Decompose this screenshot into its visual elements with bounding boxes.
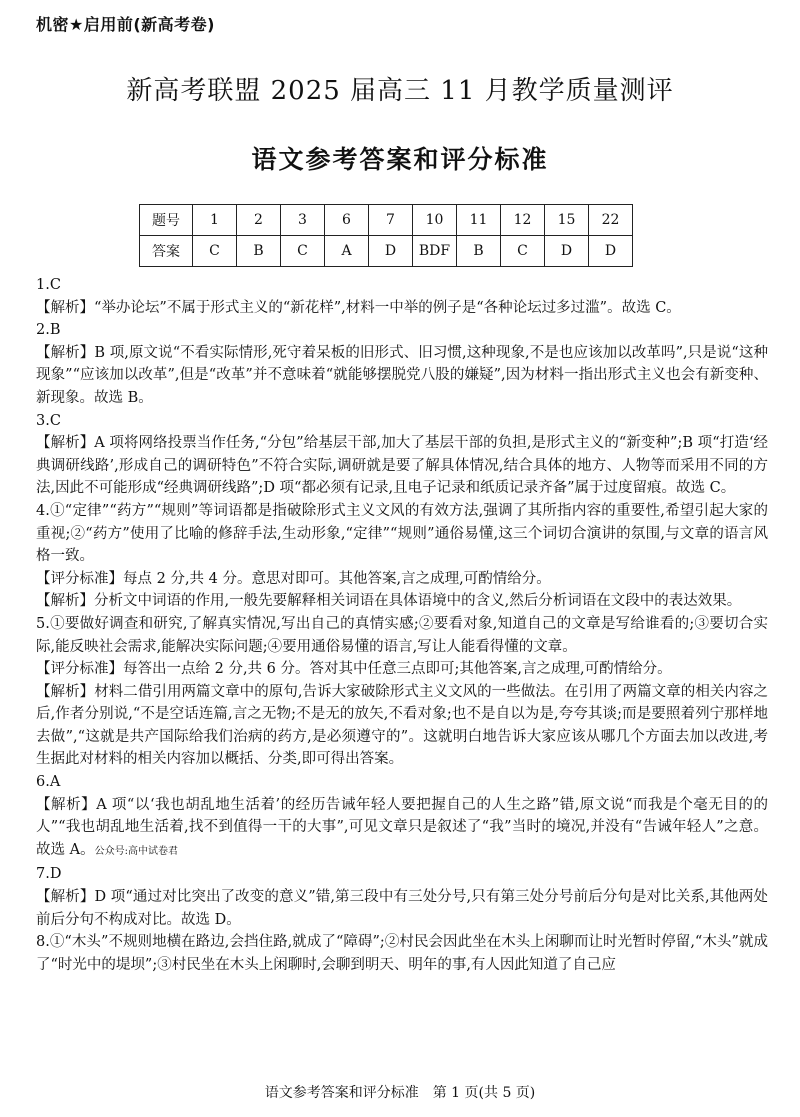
question-number-cell: 12 xyxy=(501,205,545,236)
question-number-cell: 7 xyxy=(369,205,413,236)
q1-answer: 1.C xyxy=(36,277,61,293)
q5-analysis xyxy=(36,681,768,771)
analysis-tag: 【解析】 xyxy=(36,299,94,316)
answer-cell: C xyxy=(281,236,325,267)
question-number-cell: 2 xyxy=(237,205,281,236)
q1-analysis xyxy=(36,297,768,320)
answer-cell: A xyxy=(325,236,369,267)
answer-cell: D xyxy=(545,236,589,267)
scoring-tag: 【评分标准】 xyxy=(36,570,123,587)
document-subtitle: 语文参考答案和评分标准 xyxy=(251,145,549,174)
answer-header: 答案 xyxy=(140,236,193,267)
scoring-tag: 【评分标准】 xyxy=(36,661,123,678)
question-number-row xyxy=(140,205,633,236)
answer-cell: C xyxy=(501,236,545,267)
q2-answer: 2.B xyxy=(36,322,61,339)
q6-answer: 6.A xyxy=(36,774,61,791)
scoring-text: 每点 2 分,共 4 分。意思对即可。其他答案,言之成理,可酌情给分。 xyxy=(123,570,551,587)
answer-cell: B xyxy=(457,236,501,267)
q2-analysis xyxy=(36,342,768,410)
q4-answer: 4.①“定律”“药方”“规则”等词语都是指破除形式主义文风的有效方法,强调了其所指内容的重要性,希望引起大家的重视;②“药方”使用了比喻的修辞手法,生动形象,“定律”“规则”通俗易懂,这三个词切合演讲的氛围,与文章的语言风格一致。 xyxy=(36,502,768,565)
q5-answer: 5.①要做好调查和研究,了解真实情况,写出自己的真情实感;②要看对象,知道自己的文章是写给谁看的;③要切合实际,能反映社会需求,能解决实际问题;④要用通俗易懂的语言,写让人能看得懂的文章。 xyxy=(36,615,768,655)
question-number-cell: 6 xyxy=(325,205,369,236)
q8-answer: 8.①“木头”不规则地横在路边,会挡住路,就成了“障碍”;②村民会因此坐在木头上闲聊而让时光暂时停留,“木头”就成了“时光中的堤坝”;③村民坐在木头上闲聊时,会聊到明天、明年的事,有人因此知道了自己应 xyxy=(36,934,768,973)
exam-title: 新高考联盟 2025 届高三 11 月教学质量测评 xyxy=(126,76,674,106)
q5-scoring xyxy=(36,658,768,681)
question-number-cell: 10 xyxy=(413,205,457,236)
answer-cell: B xyxy=(237,236,281,267)
q7-analysis xyxy=(36,886,768,931)
q6-analysis xyxy=(36,794,768,864)
analysis-text: D 项“通过对比突出了改变的意义”错,第三段中有三处分号,只有第三处分号前后分句是对比关系,其他两处前后分句不构成对比。故选 D。 xyxy=(36,889,768,928)
scoring-text: 每答出一点给 2 分,共 6 分。答对其中任意三点即可;其他答案,言之成理,可酌情给分。 xyxy=(123,661,672,678)
confidential-label: 机密★启用前(新高考卷) xyxy=(36,15,215,34)
answer-cell: C xyxy=(193,236,237,267)
analysis-text: A 项“以‘我也胡乱地生活着’的经历告诫年轻人要把握自己的人生之路”错,原文说“而我是个毫无目的的人”“我也胡乱地生活着,找不到值得一干的大事”,可见文章只是叙述了“我”当时的境况,并没有“告诫年轻人”之意。故选 A。 xyxy=(36,796,768,858)
watermark-text: 公众号:高中试卷君 xyxy=(94,845,178,857)
answer-table xyxy=(139,204,633,267)
q3-answer: 3.C xyxy=(36,412,61,429)
question-number-cell: 1 xyxy=(193,205,237,236)
question-number-cell: 3 xyxy=(281,205,325,236)
analysis-tag: 【解析】 xyxy=(36,683,95,700)
analysis-tag: 【解析】 xyxy=(36,344,95,361)
question-number-cell: 15 xyxy=(545,205,589,236)
question-number-cell: 22 xyxy=(589,205,633,236)
answer-row xyxy=(140,236,633,267)
answer-cell: D xyxy=(589,236,633,267)
question-number-cell: 11 xyxy=(457,205,501,236)
analysis-tag: 【解析】 xyxy=(36,889,95,906)
question-number-header: 题号 xyxy=(140,205,193,236)
analysis-text: 材料二借引用两篇文章中的原句,告诉大家破除形式主义文风的一些做法。在引用了两篇文章的相关内容之后,作者分别说,“不是空话连篇,言之无物;不是无的放矢,不看对象;也不是自以为是,夸夸其谈;而是要照着列宁那样地去做”,“这就是共产国际给我们治病的药方,是必须遵守的”。这就明白地告诉大家应该从哪几个方面去加以改进,考生据此对材料的相关内容加以概括、分类,即可得出答案。 xyxy=(36,683,769,768)
analysis-text: 分析文中词语的作用,一般先要解释相关词语在具体语境中的含义,然后分析词语在文段中的表达效果。 xyxy=(94,593,742,610)
q7-answer: 7.D xyxy=(36,866,62,883)
page-footer: 语文参考答案和评分标准 第 1 页(共 5 页) xyxy=(264,1085,536,1101)
analysis-tag: 【解析】 xyxy=(36,593,94,610)
answer-cell: BDF xyxy=(413,236,457,267)
analysis-text: B 项,原文说“不看实际情形,死守着呆板的旧形式、旧习惯,这种现象,不是也应该加以改革吗”,只是说“这种现象”“应该加以改革”,但是“改革”并不意味着“就能够摆脱党八股的嫌疑”,因为材料一指出形式主义也会有新变种、新现象。故选 B。 xyxy=(36,344,769,406)
analysis-tag: 【解析】 xyxy=(36,435,95,452)
q4-scoring xyxy=(36,568,768,591)
answer-cell: D xyxy=(369,236,413,267)
analysis-text: A 项将网络投票当作任务,“分包”给基层干部,加大了基层干部的负担,是形式主义的“新变种”;B 项“打造‘经典调研线路’,形成自己的调研特色”不符合实际,调研就是要了解具体情况,结合具体的地方、人物等而采用不同的方法,因此不可能形成“经典调研线路”;D 项“都必须有记录,且电子记录和纸质记录齐备”属于过度留痕。故选 C。 xyxy=(36,435,769,497)
analysis-tag: 【解析】 xyxy=(36,796,97,813)
answer-explanations xyxy=(36,274,768,976)
analysis-text: “举办论坛”不属于形式主义的“新花样”,材料一中举的例子是“各种论坛过多过滥”。故选 C。 xyxy=(94,299,681,316)
q4-analysis xyxy=(36,590,768,613)
q3-analysis xyxy=(36,432,768,500)
